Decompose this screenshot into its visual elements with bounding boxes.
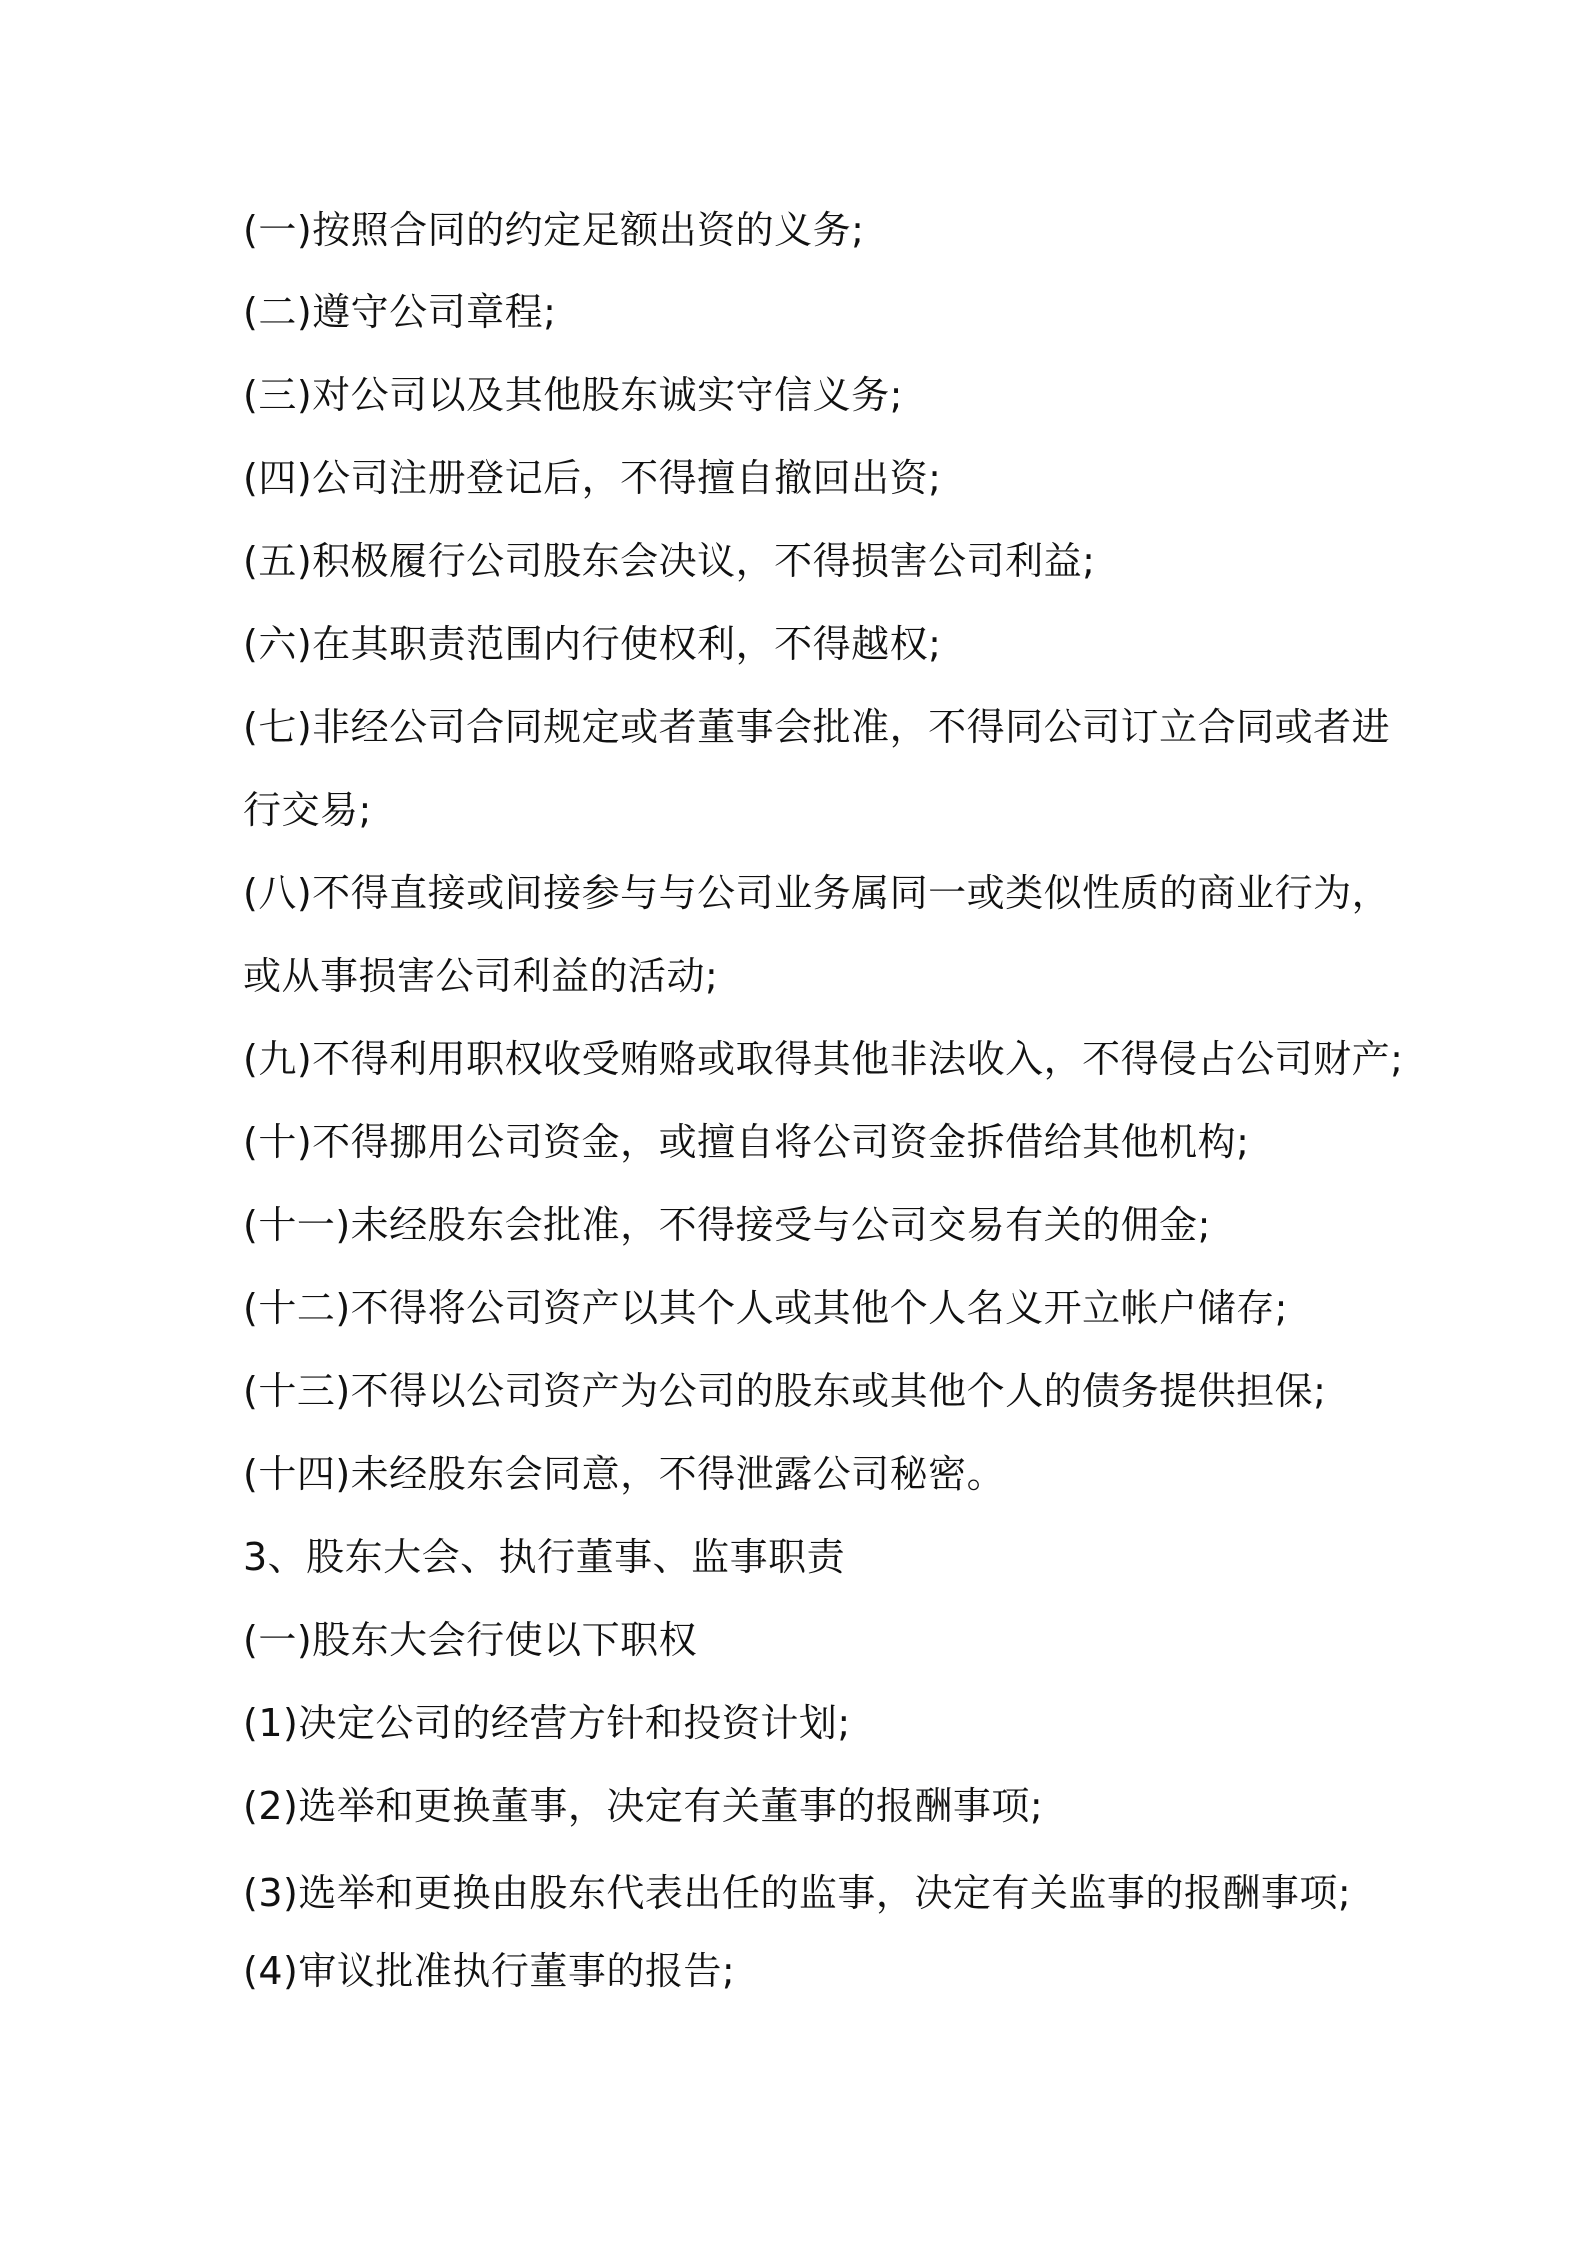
text-line: (一)按照合同的约定足额出资的义务; (243, 208, 865, 252)
text-line: 或从事损害公司利益的活动; (243, 954, 719, 998)
text-line: (六)在其职责范围内行使权利，不得越权; (243, 622, 942, 666)
text-line: (十四)未经股东会同意，不得泄露公司秘密。 (243, 1452, 1006, 1496)
text-line: (3)选举和更换由股东代表出任的监事，决定有关监事的报酬事项; (243, 1871, 1352, 1915)
text-line: (二)遵守公司章程; (243, 290, 557, 334)
text-line: (2)选举和更换董事，决定有关董事的报酬事项; (243, 1784, 1044, 1828)
text-line: (四)公司注册登记后，不得擅自撤回出资; (243, 456, 942, 500)
text-line: (十)不得挪用公司资金，或擅自将公司资金拆借给其他机构; (243, 1120, 1250, 1164)
text-line: (五)积极履行公司股东会决议，不得损害公司利益; (243, 539, 1096, 583)
section-heading: 3、股东大会、执行董事、监事职责 (243, 1535, 846, 1579)
text-line: (十二)不得将公司资产以其个人或其他个人名义开立帐户储存; (243, 1286, 1288, 1330)
text-line: (十三)不得以公司资产为公司的股东或其他个人的债务提供担保; (243, 1369, 1327, 1413)
text-line: (一)股东大会行使以下职权 (243, 1618, 698, 1662)
text-line: (三)对公司以及其他股东诚实守信义务; (243, 373, 903, 417)
text-line: (十一)未经股东会批准，不得接受与公司交易有关的佣金; (243, 1203, 1211, 1247)
text-line: (4)审议批准执行董事的报告; (243, 1949, 736, 1993)
text-line: 行交易; (243, 788, 372, 832)
text-line: (1)决定公司的经营方针和投资计划; (243, 1701, 851, 1745)
text-line: (九)不得利用职权收受贿赂或取得其他非法收入，不得侵占公司财产; (243, 1037, 1404, 1081)
text-line: (七)非经公司合同规定或者董事会批准，不得同公司订立合同或者进 (243, 705, 1391, 749)
text-line: (八)不得直接或间接参与与公司业务属同一或类似性质的商业行为， (243, 871, 1391, 915)
